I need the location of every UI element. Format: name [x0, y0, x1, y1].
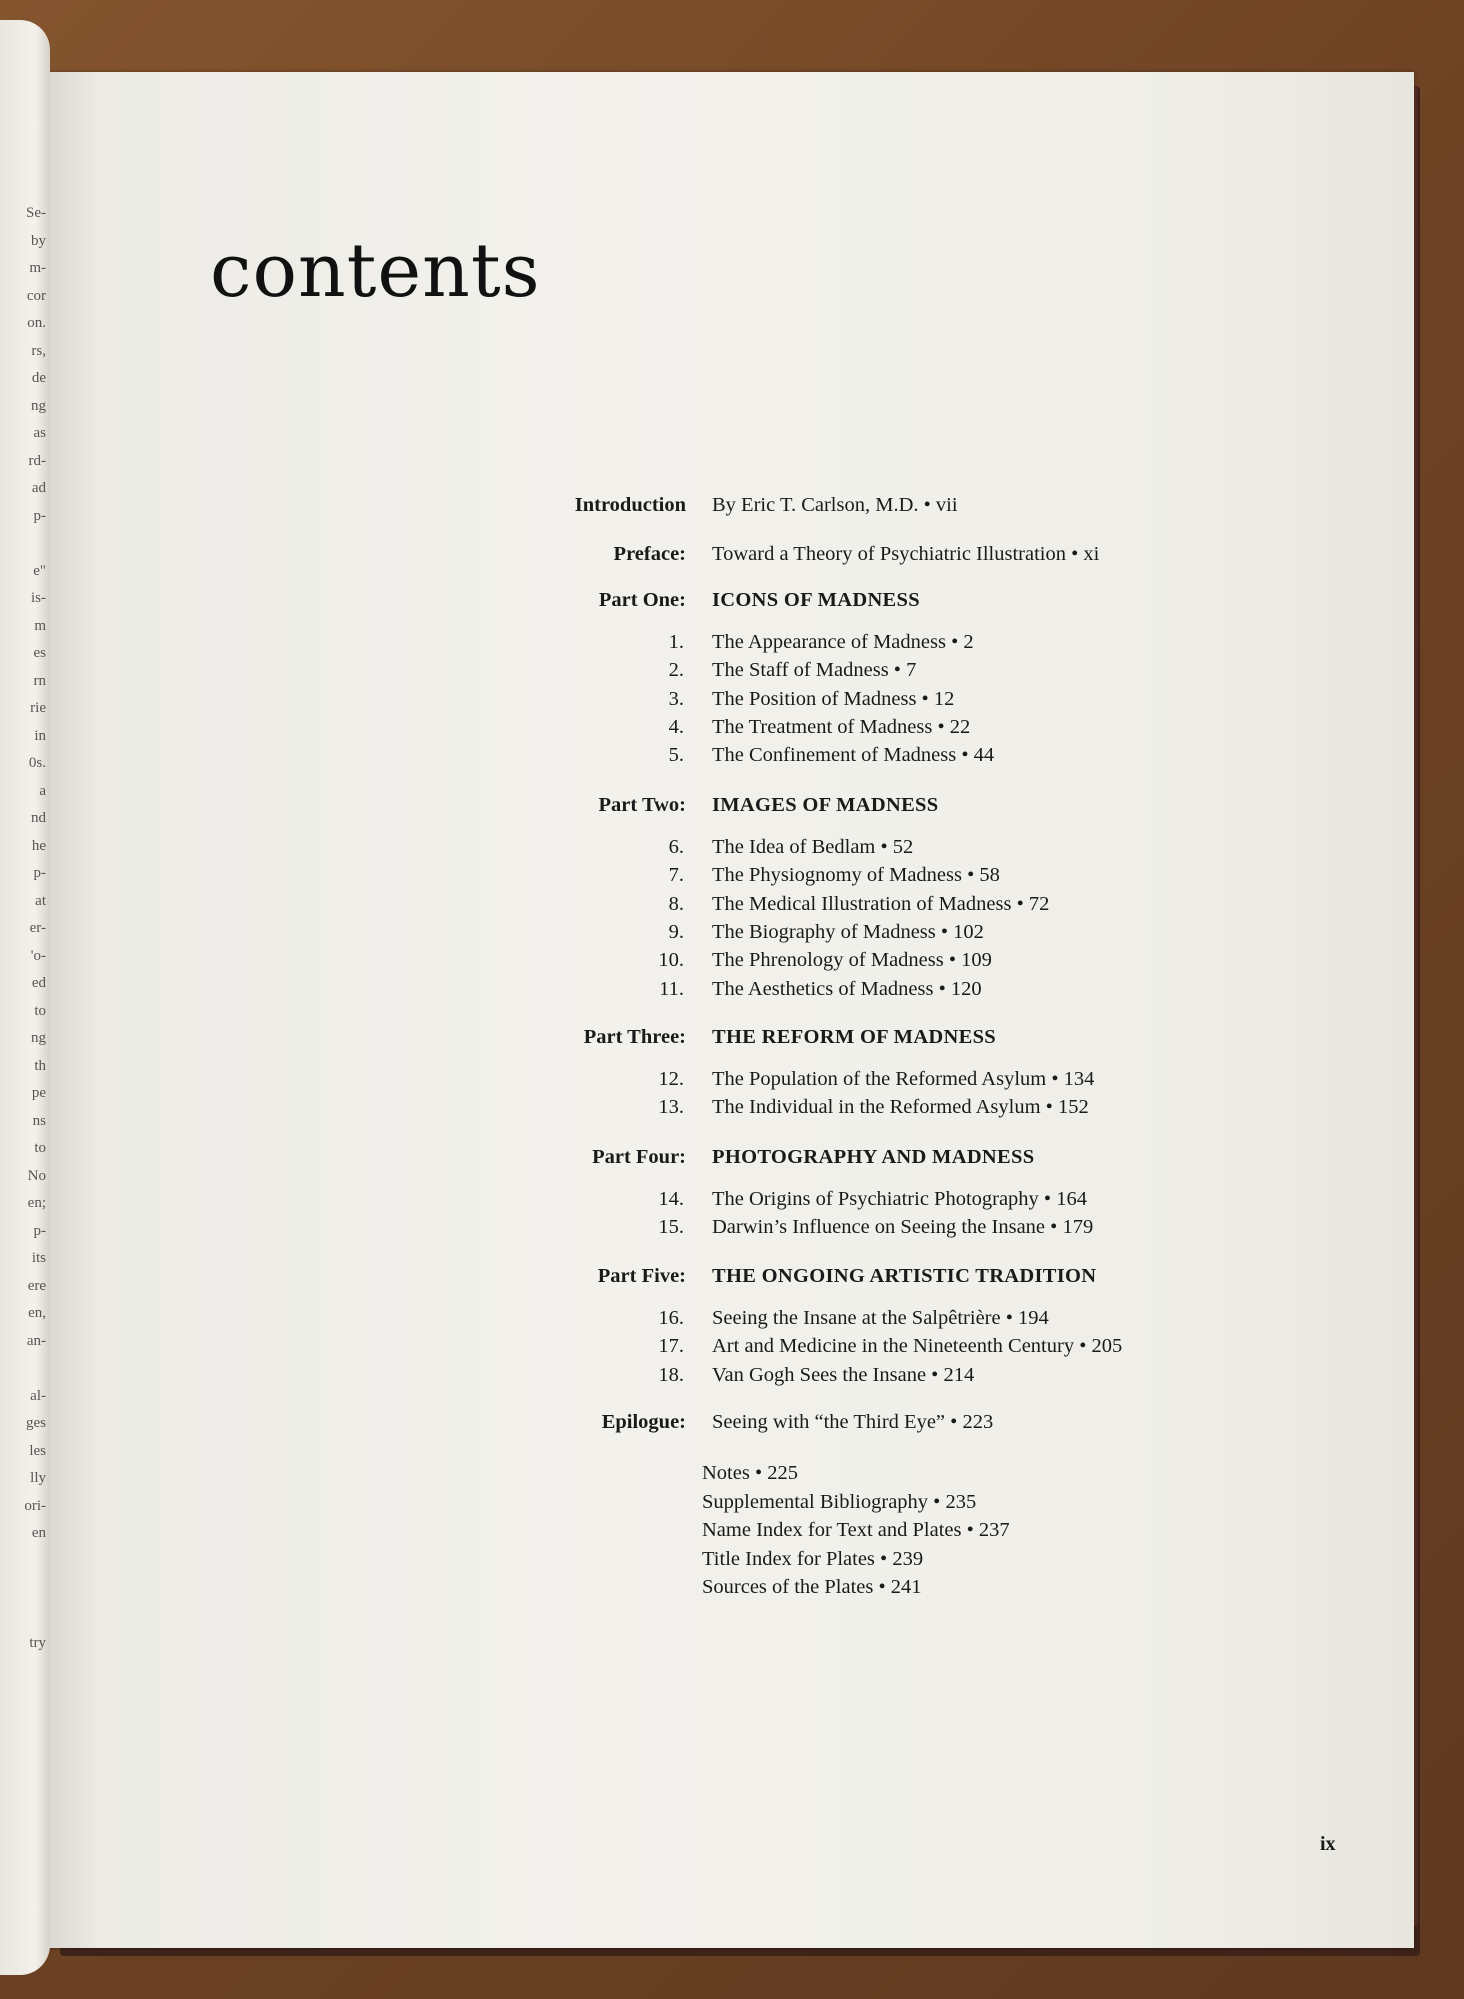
previous-page-fragment: an-	[26, 1332, 46, 1349]
chapter-title: The Position of Madness • 12	[712, 687, 955, 710]
chapter-number: 18.	[658, 1363, 684, 1386]
section-entry: Toward a Theory of Psychiatric Illustration • xi	[712, 543, 1100, 565]
chapter-number: 2.	[668, 659, 684, 682]
chapter-title: The Individual in the Reformed Asylum • 152	[712, 1096, 1089, 1119]
chapter-title: The Confinement of Madness • 44	[712, 744, 995, 767]
back-matter-title: Title Index for Plates • 239	[702, 1547, 924, 1570]
chapter-number: 17.	[658, 1335, 684, 1358]
chapter-number: 14.	[658, 1188, 684, 1210]
chapter-number: 8.	[668, 892, 684, 915]
previous-page-fragment: es	[33, 645, 46, 661]
section-label: Part Four:	[592, 1146, 686, 1168]
chapter-title: The Physiognomy of Madness • 58	[712, 864, 1000, 887]
previous-page-fragment: ges	[26, 1415, 46, 1431]
part-heading: THE REFORM OF MADNESS	[712, 1026, 997, 1048]
previous-page-fragment: nd	[31, 810, 46, 826]
chapter-title: Seeing the Insane at the Salpêtrière • 194	[712, 1307, 1049, 1329]
page-number: ix	[1320, 1833, 1336, 1855]
chapter-title: The Staff of Madness • 7	[712, 659, 917, 682]
part-heading: IMAGES OF MADNESS	[712, 794, 939, 816]
chapter-number: 12.	[658, 1068, 684, 1090]
previous-page-fragment: e"	[33, 562, 46, 579]
previous-page-fragment: to	[34, 1002, 46, 1019]
chapter-number: 9.	[668, 920, 684, 943]
section-label: Part Two:	[598, 794, 686, 816]
previous-page-fragment: rd-	[28, 452, 46, 469]
chapter-number: 3.	[668, 687, 684, 710]
previous-page-fragment: ed	[31, 975, 46, 991]
section-entry: Seeing with “the Third Eye” • 223	[712, 1411, 994, 1433]
previous-page-fragment: in	[34, 727, 46, 744]
page-title: contents	[210, 228, 541, 314]
previous-page-fragment: er-	[29, 920, 46, 936]
previous-page-fragment: m-	[29, 260, 46, 276]
part-heading: ICONS OF MADNESS	[712, 589, 920, 611]
chapter-title: The Aesthetics of Madness • 120	[712, 977, 982, 1000]
section-label: Preface:	[613, 543, 686, 565]
previous-page-fragment: les	[29, 1442, 46, 1459]
previous-page-fragment: en;	[27, 1195, 46, 1211]
previous-page-fragment: en,	[28, 1305, 46, 1321]
chapter-number: 1.	[668, 631, 684, 653]
previous-page-fragment: lly	[30, 1470, 46, 1486]
previous-page-fragment: try	[29, 1635, 46, 1651]
back-matter-title: Notes • 225	[702, 1462, 799, 1484]
chapter-title: The Population of the Reformed Asylum • 134	[712, 1068, 1095, 1090]
previous-page-fragment: No	[27, 1167, 46, 1184]
back-matter-title: Sources of the Plates • 241	[702, 1576, 922, 1598]
part-heading: THE ONGOING ARTISTIC TRADITION	[712, 1265, 1097, 1287]
chapter-number: 7.	[668, 864, 684, 887]
previous-page-fragment: on.	[27, 315, 46, 331]
back-matter-title: Name Index for Text and Plates • 237	[702, 1519, 1010, 1541]
chapter-number: 15.	[658, 1216, 684, 1239]
section-label: Part One:	[598, 589, 686, 611]
chapter-number: 10.	[658, 949, 684, 972]
previous-page-fragment: by	[31, 232, 46, 249]
previous-page-fragment: rie	[30, 700, 46, 716]
previous-page-fragment: p-	[33, 865, 46, 881]
part-heading: PHOTOGRAPHY AND MADNESS	[712, 1146, 1035, 1168]
section-entry: By Eric T. Carlson, M.D. • vii	[712, 494, 958, 516]
previous-page-fragment: al-	[30, 1387, 46, 1404]
previous-page-fragment: th	[34, 1057, 46, 1074]
previous-page-fragment: cor	[26, 287, 46, 304]
previous-page-fragment: ori-	[24, 1497, 46, 1514]
previous-page-fragment: ere	[27, 1277, 46, 1294]
previous-page-fragment: its	[31, 1250, 46, 1266]
chapter-title: The Appearance of Madness • 2	[712, 631, 974, 653]
chapter-number: 13.	[658, 1096, 684, 1119]
previous-page-fragment: he	[31, 837, 46, 854]
chapter-number: 11.	[659, 977, 684, 1000]
previous-page-fragment: Se-	[26, 205, 46, 221]
previous-page-fragment: m	[34, 617, 46, 634]
chapter-title: Darwin’s Influence on Seeing the Insane • 179	[712, 1216, 1094, 1239]
chapter-title: Van Gogh Sees the Insane • 214	[712, 1363, 975, 1386]
previous-page-fragment: rn	[33, 672, 46, 689]
section-label: Introduction	[574, 494, 686, 516]
chapter-number: 16.	[658, 1307, 684, 1329]
previous-page-fragment: en	[31, 1525, 46, 1541]
chapter-title: The Idea of Bedlam • 52	[712, 836, 914, 858]
previous-page-fragment: to	[34, 1140, 46, 1156]
previous-page-fragment: p-	[33, 1222, 46, 1239]
chapter-title: Art and Medicine in the Nineteenth Century • 205	[712, 1335, 1123, 1358]
previous-page-fragment: is-	[31, 590, 46, 606]
back-matter-title: Supplemental Bibliography • 235	[702, 1490, 977, 1513]
previous-page-fragment: pe	[31, 1085, 46, 1101]
previous-page-fragment: ng	[31, 1030, 46, 1046]
previous-page-fragment: rs,	[31, 342, 46, 359]
section-label: Epilogue:	[601, 1411, 686, 1433]
chapter-number: 4.	[668, 715, 684, 738]
chapter-title: The Treatment of Madness • 22	[712, 715, 971, 738]
chapter-number: 5.	[668, 744, 684, 767]
previous-page-fragment: ad	[31, 480, 46, 496]
previous-page-fragment: 0s.	[28, 755, 46, 771]
previous-page-fragment: a	[39, 782, 46, 799]
chapter-title: The Medical Illustration of Madness • 72	[712, 892, 1050, 915]
section-label: Part Five:	[597, 1265, 686, 1287]
chapter-title: The Phrenology of Madness • 109	[712, 949, 992, 972]
chapter-title: The Biography of Madness • 102	[712, 920, 984, 943]
previous-page-fragment: at	[35, 892, 46, 909]
previous-page-fragment: ng	[31, 397, 46, 414]
previous-page-fragment: ns	[32, 1112, 46, 1129]
chapter-number: 6.	[668, 836, 684, 858]
previous-page-fragment: as	[33, 425, 46, 441]
previous-page-fragment: de	[31, 370, 46, 386]
section-label: Part Three:	[583, 1026, 686, 1048]
previous-page-fragment: p-	[33, 507, 46, 524]
previous-page-fragment: 'o-	[30, 947, 46, 964]
chapter-title: The Origins of Psychiatric Photography • 164	[712, 1188, 1087, 1210]
